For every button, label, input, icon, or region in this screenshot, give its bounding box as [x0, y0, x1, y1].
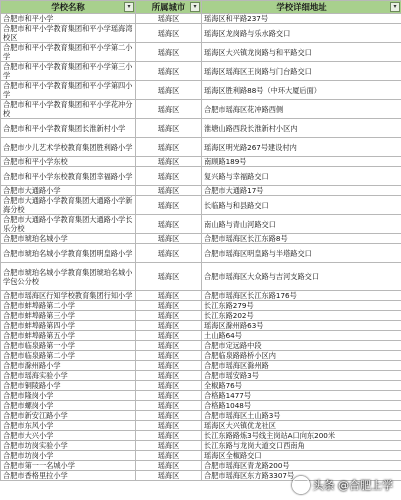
- table-row: [1, 186, 401, 196]
- school-name-cell[interactable]: 合肥市瑶海区行知学校教育集团行知小学: [1, 291, 136, 301]
- district-cell[interactable]: 瑶海区: [136, 263, 202, 291]
- table-row: [1, 421, 401, 431]
- school-name-cell[interactable]: 合肥市临泉路第二小学: [1, 351, 136, 361]
- address-cell[interactable]: 长临路与和县路交口: [202, 196, 401, 215]
- header-district-label: 所属城市: [151, 1, 186, 12]
- district-cell[interactable]: 瑶海区: [136, 138, 202, 157]
- district-cell[interactable]: 瑶海区: [136, 186, 202, 196]
- table-row: [1, 391, 401, 401]
- district-cell[interactable]: 瑶海区: [136, 14, 202, 24]
- district-cell[interactable]: 瑶海区: [136, 311, 202, 321]
- watermark-text: 头条 @合肥上学: [312, 479, 393, 492]
- header-address-label: 学校详细地址: [276, 1, 327, 12]
- table-row: [1, 401, 401, 411]
- address-cell[interactable]: 瑶海区瑶海区王岗路与门台路交口: [202, 62, 401, 81]
- address-cell[interactable]: 瑶海区龙岗路与乐水路交口: [202, 24, 401, 43]
- district-cell[interactable]: 瑶海区: [136, 331, 202, 341]
- address-cell[interactable]: 长江东路279号: [202, 301, 401, 311]
- header-address: [202, 1, 401, 14]
- header-school-label: 学校名称: [51, 1, 85, 12]
- address-cell[interactable]: 合肥市瑶海区大众路与吉河支路交口: [202, 263, 401, 291]
- table-row: [1, 381, 401, 391]
- table-row: [1, 157, 401, 167]
- school-name-cell[interactable]: 合肥市第一一名城小学: [1, 461, 136, 471]
- address-cell[interactable]: 复兴路与幸福路交口: [202, 167, 401, 186]
- address-cell[interactable]: 合肥市瑶海区长江东路176号: [202, 291, 401, 301]
- table-row: [1, 441, 401, 451]
- address-cell[interactable]: 合肥市瑶海区花冲路西侧: [202, 100, 401, 119]
- school-name-cell[interactable]: 合肥市滁州路小学: [1, 361, 136, 371]
- address-cell[interactable]: 土山路64号: [202, 331, 401, 341]
- table-row: [1, 461, 401, 471]
- school-name-cell[interactable]: 合肥市大通路小学教育集团大通路小学新海分校: [1, 196, 136, 215]
- district-cell[interactable]: 瑶海区: [136, 167, 202, 186]
- district-cell[interactable]: 瑶海区: [136, 62, 202, 81]
- camera-logo-icon: [292, 476, 310, 494]
- school-name-cell[interactable]: 合肥市新安江路小学: [1, 411, 136, 421]
- address-cell[interactable]: 瑶海区大兴镇龙岗路与和平路交口: [202, 43, 401, 62]
- district-cell[interactable]: 瑶海区: [136, 411, 202, 421]
- address-cell[interactable]: 合肥市大通路17号: [202, 186, 401, 196]
- filter-dropdown-icon[interactable]: ▾: [190, 2, 200, 12]
- address-cell[interactable]: 瑶海区滁州路63号: [202, 321, 401, 331]
- district-cell[interactable]: 瑶海区: [136, 361, 202, 371]
- address-cell[interactable]: 合肥市瑶海区东方路3307号: [202, 471, 401, 481]
- district-cell[interactable]: 瑶海区: [136, 341, 202, 351]
- district-cell[interactable]: 瑶海区: [136, 81, 202, 100]
- school-name-cell[interactable]: 合肥市螺岗小学: [1, 401, 136, 411]
- school-name-cell[interactable]: 合肥市和平小学教育集团和平小学瑶海湾校区: [1, 24, 136, 43]
- school-name-cell[interactable]: 合肥市少儿艺术学校教育集团胜利路小学: [1, 138, 136, 157]
- school-name-cell[interactable]: 合肥市和平小学教育集团长淮新村小学: [1, 119, 136, 138]
- school-name-cell[interactable]: 合肥市大通路小学: [1, 186, 136, 196]
- address-cell[interactable]: 长江东路与龙岗大道交口西南角: [202, 441, 401, 451]
- district-cell[interactable]: 瑶海区: [136, 401, 202, 411]
- district-cell[interactable]: 瑶海区: [136, 234, 202, 244]
- school-name-cell[interactable]: 合肥市大通路小学教育集团大通路小学长乐分校: [1, 215, 136, 234]
- address-cell[interactable]: 合肥临泉路路桥小区内: [202, 351, 401, 361]
- table-row: [1, 291, 401, 301]
- table-row: [1, 331, 401, 341]
- district-cell[interactable]: 瑶海区: [136, 371, 202, 381]
- district-cell[interactable]: 瑶海区: [136, 119, 202, 138]
- address-cell[interactable]: 合格路1048号: [202, 401, 401, 411]
- table-row: [1, 301, 401, 311]
- school-name-cell[interactable]: 合肥市和平小学教育集团和平小学花冲分校: [1, 100, 136, 119]
- district-cell[interactable]: 瑶海区: [136, 391, 202, 401]
- school-name-cell[interactable]: 合肥市蚌埠路第五小学: [1, 331, 136, 341]
- table-row: [1, 244, 401, 263]
- table-row: [1, 321, 401, 331]
- school-name-cell[interactable]: 合肥市琥珀名城小学: [1, 234, 136, 244]
- header-district: [136, 1, 202, 14]
- table-row: [1, 62, 401, 81]
- table-row: [1, 451, 401, 461]
- school-name-cell[interactable]: 合肥市和平小学: [1, 14, 136, 24]
- district-cell[interactable]: 瑶海区: [136, 321, 202, 331]
- address-cell[interactable]: 合肥市瑶海区明皇路与半塔路交口: [202, 244, 401, 263]
- table-row: [1, 119, 401, 138]
- address-cell[interactable]: 合肥市瑶安路3号: [202, 371, 401, 381]
- table-row: [1, 263, 401, 291]
- filter-dropdown-icon[interactable]: ▾: [124, 2, 134, 12]
- table-row: [1, 215, 401, 234]
- school-name-cell[interactable]: 合肥市铜陵路小学: [1, 381, 136, 391]
- table-row: [1, 411, 401, 421]
- district-cell[interactable]: 瑶海区: [136, 451, 202, 461]
- table-row: [1, 351, 401, 361]
- school-name-cell[interactable]: 合肥市琥珀名城小学教育集团明皇路小学: [1, 244, 136, 263]
- table-row: [1, 24, 401, 43]
- school-name-cell[interactable]: 合肥市隆岗小学: [1, 391, 136, 401]
- district-cell[interactable]: 瑶海区: [136, 244, 202, 263]
- district-cell[interactable]: 瑶海区: [136, 215, 202, 234]
- table-row: [1, 167, 401, 186]
- school-name-cell[interactable]: 合肥市和平小学东校教育集团幸福路小学: [1, 167, 136, 186]
- address-cell[interactable]: 南山路与青山河路交口: [202, 215, 401, 234]
- school-name-cell[interactable]: 合肥市坊岗实验小学: [1, 441, 136, 451]
- address-cell[interactable]: 合肥市瑶海区土山路3号: [202, 411, 401, 421]
- school-name-cell[interactable]: 合肥市和平小学东校: [1, 157, 136, 167]
- header-row: [1, 1, 401, 14]
- school-name-cell[interactable]: 合肥市大兴小学: [1, 431, 136, 441]
- school-name-cell[interactable]: 合肥市坊岗小学: [1, 451, 136, 461]
- address-cell[interactable]: 瑶海区大兴镇优龙社区: [202, 421, 401, 431]
- header-school-name: [1, 1, 136, 14]
- address-cell[interactable]: 合肥市瑶海区滁州路: [202, 361, 401, 371]
- school-name-cell[interactable]: 合肥市东风小学: [1, 421, 136, 431]
- address-cell[interactable]: 合肥市定远路中段: [202, 341, 401, 351]
- address-cell[interactable]: 淮塘山路西段长淮新村小区内: [202, 119, 401, 138]
- table-row: [1, 100, 401, 119]
- table-row: [1, 196, 401, 215]
- school-name-cell[interactable]: 合肥市蚌埠路第三小学: [1, 311, 136, 321]
- address-cell[interactable]: 瑶海区明光路267号建设村内: [202, 138, 401, 157]
- address-cell[interactable]: 合肥市瑶海区青龙路200号: [202, 461, 401, 471]
- district-cell[interactable]: 瑶海区: [136, 381, 202, 391]
- address-cell[interactable]: 长江东路路炼3号线主岗站A口向东200米: [202, 431, 401, 441]
- table-row: [1, 361, 401, 371]
- address-cell[interactable]: 合格路1477号: [202, 391, 401, 401]
- address-cell[interactable]: 瑶海区和平路237号: [202, 14, 401, 24]
- school-name-cell[interactable]: 合肥市蚌埠路第四小学: [1, 321, 136, 331]
- district-cell[interactable]: 瑶海区: [136, 431, 202, 441]
- school-name-cell[interactable]: 合肥市琥珀名城小学教育集团琥珀名城小学包公分校: [1, 263, 136, 291]
- district-cell[interactable]: 瑶海区: [136, 291, 202, 301]
- watermark: [292, 476, 394, 494]
- school-name-cell[interactable]: 合肥市和平小学教育集团和平小学第四小学: [1, 81, 136, 100]
- school-name-cell[interactable]: 合肥市和平小学教育集团和平小学第二小学: [1, 43, 136, 62]
- school-name-cell[interactable]: 合肥市和平小学教育集团和平小学第三小学: [1, 62, 136, 81]
- address-cell[interactable]: 合肥市瑶海区长江东路8号: [202, 234, 401, 244]
- district-cell[interactable]: 瑶海区: [136, 351, 202, 361]
- table-row: [1, 341, 401, 351]
- address-cell[interactable]: 瑶海区胜利路88号（中环大厦后面）: [202, 81, 401, 100]
- district-cell[interactable]: 瑶海区: [136, 421, 202, 431]
- address-cell[interactable]: 瑶海区全椒路交口: [202, 451, 401, 461]
- address-cell[interactable]: 南顾路189号: [202, 157, 401, 167]
- table-row: [1, 81, 401, 100]
- address-cell[interactable]: 长江东路202号: [202, 311, 401, 321]
- school-name-cell[interactable]: 合肥市临泉路第一小学: [1, 341, 136, 351]
- table-row: [1, 43, 401, 62]
- district-cell[interactable]: 瑶海区: [136, 24, 202, 43]
- table-row: [1, 234, 401, 244]
- table-row: [1, 371, 401, 381]
- table-row: [1, 14, 401, 24]
- district-cell[interactable]: 瑶海区: [136, 461, 202, 471]
- district-cell[interactable]: 瑶海区: [136, 43, 202, 62]
- district-cell[interactable]: 瑶海区: [136, 471, 202, 481]
- address-cell[interactable]: 全椒路76号: [202, 381, 401, 391]
- table-row: [1, 311, 401, 321]
- district-cell[interactable]: 瑶海区: [136, 196, 202, 215]
- filter-dropdown-icon[interactable]: ▾: [390, 2, 400, 12]
- district-cell[interactable]: 瑶海区: [136, 100, 202, 119]
- table-row: [1, 431, 401, 441]
- table-row: [1, 138, 401, 157]
- school-name-cell[interactable]: 合肥市蚌埠路第二小学: [1, 301, 136, 311]
- district-cell[interactable]: 瑶海区: [136, 441, 202, 451]
- district-cell[interactable]: 瑶海区: [136, 157, 202, 167]
- school-name-cell[interactable]: 合肥市香格里拉小学: [1, 471, 136, 481]
- school-name-cell[interactable]: 合肥市瑶海实验小学: [1, 371, 136, 381]
- district-cell[interactable]: 瑶海区: [136, 301, 202, 311]
